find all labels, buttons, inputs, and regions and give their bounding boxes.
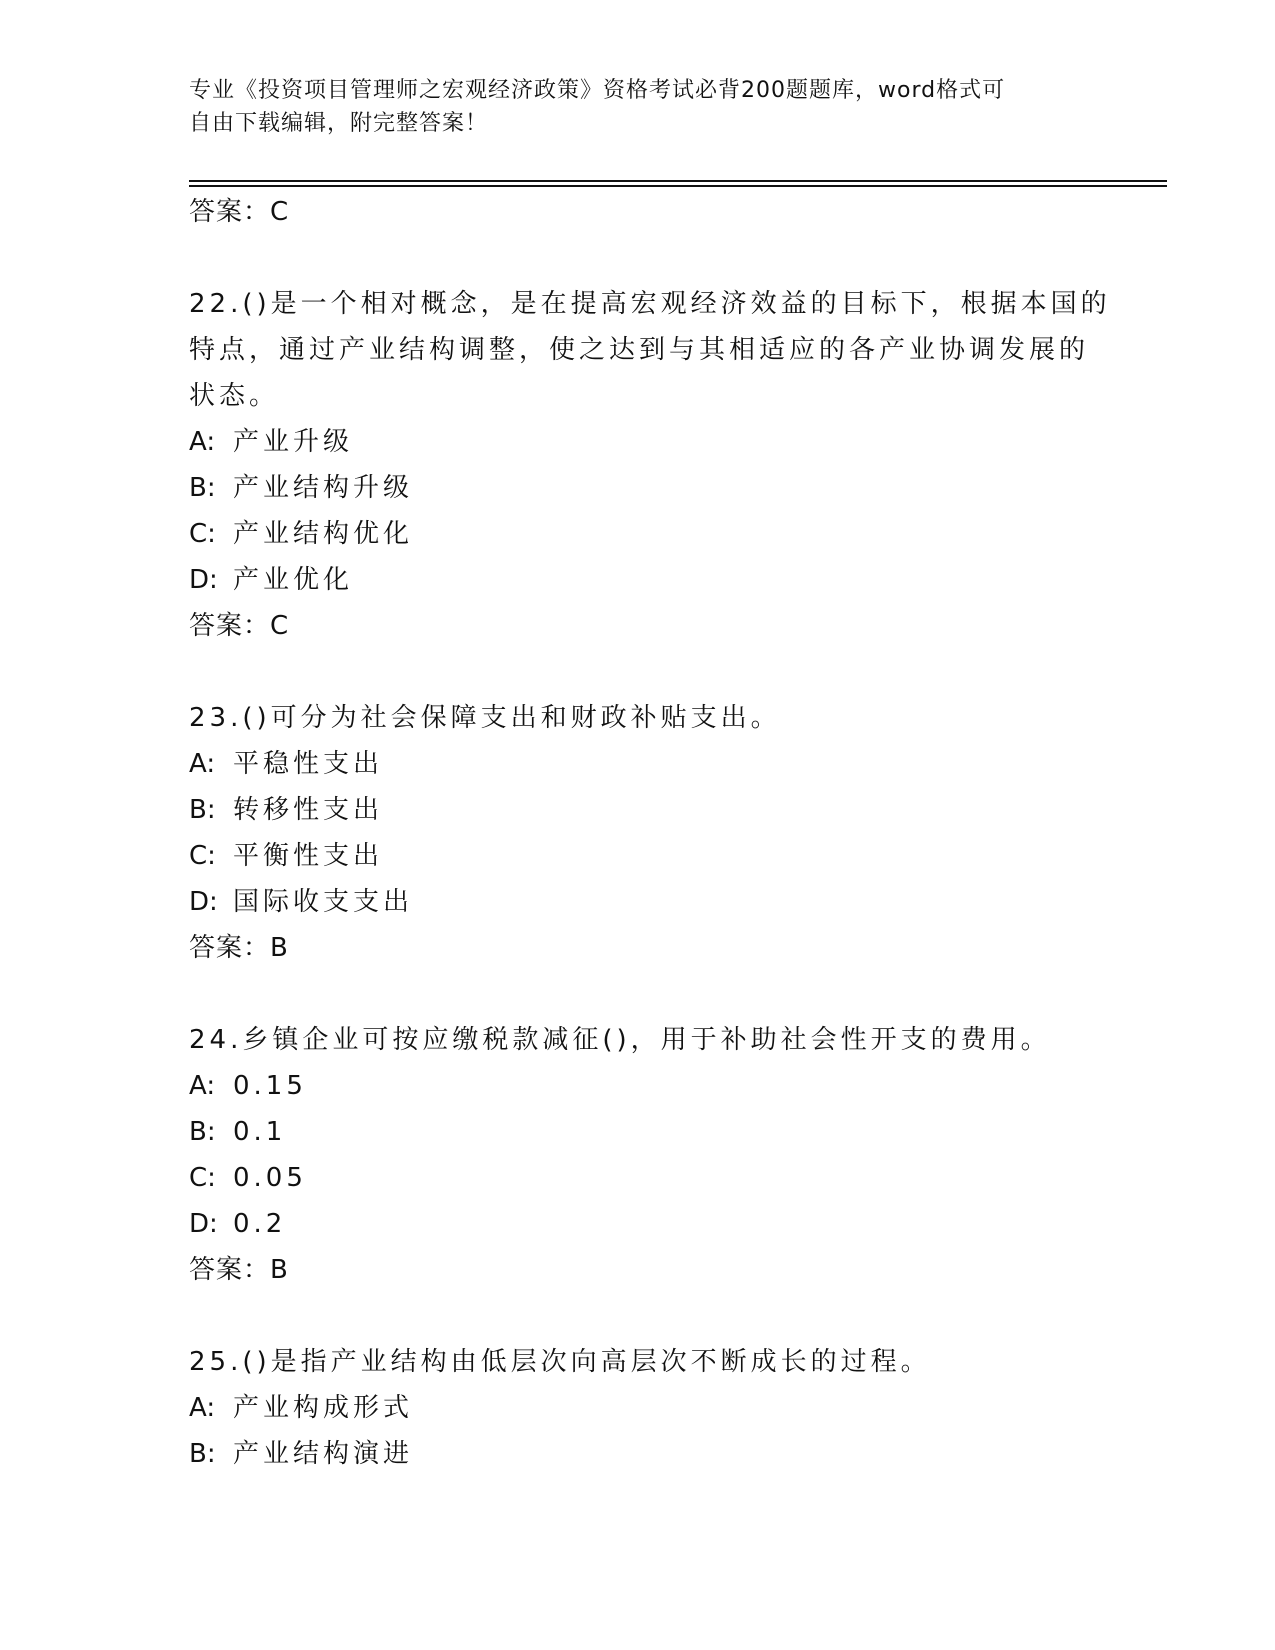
option-letter: A: [189, 1393, 216, 1423]
option-a [189, 419, 1089, 465]
option-c [189, 1155, 1089, 1201]
option-a [189, 1385, 1089, 1431]
option-a [189, 741, 1089, 787]
question-stem-line: 23.()可分为社会保障支出和财政补贴支出。 [189, 703, 781, 733]
option-letter: D: [189, 887, 218, 917]
option-b [189, 1109, 1089, 1155]
option-text: 产业优化 [233, 565, 354, 595]
option-d [189, 879, 1089, 925]
question-stem-line: 特点，通过产业结构调整，使之达到与其相适应的各产业协调发展的 [189, 335, 1090, 365]
option-c [189, 833, 1089, 879]
option-letter: B: [189, 1439, 216, 1469]
question-stem-line: 24.乡镇企业可按应缴税款减征()，用于补助社会性开支的费用。 [189, 1025, 1051, 1055]
header-divider-bottom [189, 185, 1167, 187]
option-letter: A: [189, 427, 216, 457]
question-22 [189, 281, 1111, 649]
option-letter: A: [189, 749, 216, 779]
option-d [189, 557, 1089, 603]
option-letter: B: [189, 795, 216, 825]
answer-23: 答案：B [189, 933, 289, 963]
question-25 [189, 1339, 1089, 1477]
option-text: 产业结构演进 [233, 1439, 414, 1469]
document-header [189, 74, 1069, 140]
option-letter: B: [189, 473, 216, 503]
question-list [189, 189, 1111, 1477]
header-divider-top [189, 180, 1167, 182]
option-letter: D: [189, 565, 218, 595]
option-letter: C: [189, 841, 216, 871]
answer-previous: 答案：C [189, 197, 290, 227]
option-letter: C: [189, 519, 216, 549]
option-text: 产业结构优化 [233, 519, 414, 549]
option-letter: D: [189, 1209, 218, 1239]
option-text: 产业构成形式 [233, 1393, 414, 1423]
option-d [189, 1201, 1089, 1247]
option-text: 转移性支出 [233, 795, 384, 825]
option-text: 0.2 [233, 1209, 287, 1239]
option-text: 平衡性支出 [233, 841, 384, 871]
answer-22: 答案：C [189, 611, 290, 641]
header-line-2: 自由下载编辑，附完整答案！ [189, 111, 489, 136]
header-line-1: 专业《投资项目管理师之宏观经济政策》资格考试必背200题题库，word格式可 [189, 78, 1006, 103]
option-c [189, 511, 1089, 557]
option-a [189, 1063, 1089, 1109]
option-text: 平稳性支出 [233, 749, 384, 779]
option-text: 0.05 [233, 1163, 307, 1193]
option-text: 产业升级 [233, 427, 354, 457]
question-stem-line: 22.()是一个相对概念，是在提高宏观经济效益的目标下，根据本国的 [189, 289, 1111, 319]
option-text: 国际收支支出 [233, 887, 414, 917]
question-stem-line: 25.()是指产业结构由低层次向高层次不断成长的过程。 [189, 1347, 931, 1377]
question-24 [189, 1017, 1089, 1293]
option-text: 0.1 [233, 1117, 287, 1147]
question-stem-line: 状态。 [189, 381, 280, 411]
question-23 [189, 695, 1089, 971]
option-b [189, 465, 1089, 511]
option-letter: A: [189, 1071, 216, 1101]
option-b [189, 1431, 1089, 1477]
option-text: 0.15 [233, 1071, 307, 1101]
option-text: 产业结构升级 [233, 473, 414, 503]
answer-24: 答案：B [189, 1255, 289, 1285]
option-letter: C: [189, 1163, 216, 1193]
option-letter: B: [189, 1117, 216, 1147]
option-b [189, 787, 1089, 833]
